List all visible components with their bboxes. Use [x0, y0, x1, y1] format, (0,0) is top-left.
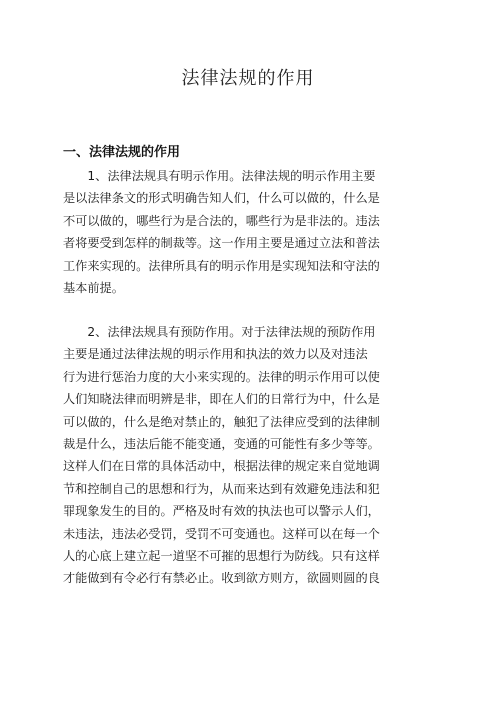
paragraph-line: 可以做的，什么是绝对禁止的，触犯了法律应受到的法律制	[63, 414, 380, 429]
paragraph-line: 行为进行惩治力度的大小来实现的。法律的明示作用可以使	[63, 369, 380, 384]
paragraph-line: 未违法，违法必受罚，受罚不可变通也。这样可以在每一个	[63, 526, 380, 541]
paragraph-line: 2、法律法规具有预防作用。对于法律法规的预防作用	[63, 325, 376, 339]
paragraph-line: 不可以做的，哪些行为是合法的，哪些行为是非法的。违法	[63, 213, 380, 228]
paragraph-line: 才能做到有令必行有禁必止。收到欲方则方，欲圆则圆的良	[63, 571, 380, 586]
paragraph-line: 是以法律条文的形式明确告知人们，什么可以做的，什么是	[63, 191, 380, 206]
paragraph-line: 基本前提。	[63, 280, 124, 295]
paragraph-line: 人的心底上建立起一道坚不可摧的思想行为防线。只有这样	[63, 548, 380, 563]
paragraph-line: 1、法律法规具有明示作用。法律法规的明示作用主要	[63, 169, 376, 183]
paragraph-line: 罪现象发生的目的。严格及时有效的执法也可以警示人们，	[63, 504, 380, 519]
paragraph-line: 这样人们在日常的具体活动中，根据法律的规定来自觉地调	[63, 459, 380, 474]
paragraph-line: 人们知晓法律而明辨是非，即在人们的日常行为中，什么是	[63, 392, 380, 407]
paragraph-line: 裁是什么，违法后能不能变通，变通的可能性有多少等等。	[63, 436, 380, 451]
document-title: 法律法规的作用	[181, 68, 315, 89]
paragraph-line: 主要是通过法律法规的明示作用和执法的效力以及对违法	[63, 347, 368, 362]
section-heading: 一、法律法规的作用	[63, 145, 181, 160]
paragraph-1	[63, 165, 433, 299]
paragraph-line: 工作来实现的。法律所具有的明示作用是实现知法和守法的	[63, 258, 380, 273]
paragraph-2	[63, 321, 433, 590]
paragraph-line: 者将要受到怎样的制裁等。这一作用主要是通过立法和普法	[63, 236, 380, 251]
paragraph-line: 节和控制自己的思想和行为，从而来达到有效避免违法和犯	[63, 481, 380, 496]
